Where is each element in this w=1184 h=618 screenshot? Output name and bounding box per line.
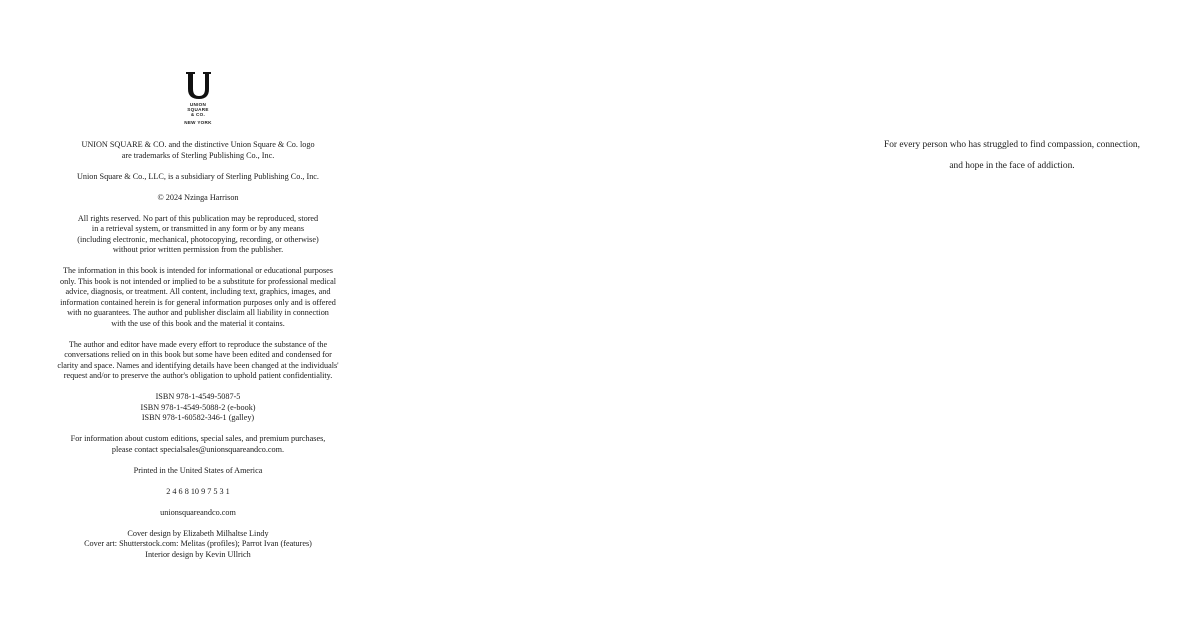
trademark-notice: UNION SQUARE & CO. and the distinctive Union Square & Co. logo are trademarks of Sterling Publishing Co., Inc. <box>81 140 315 160</box>
website: unionsquareandco.com <box>160 507 236 517</box>
dedication <box>840 140 1184 181</box>
copyright-line: © 2024 Nzinga Harrison <box>157 192 239 202</box>
dedication-line-1: For every person who has struggled to find compassion, connection, <box>884 140 1140 150</box>
printing-line: 2 4 6 8 10 9 7 5 3 1 <box>166 486 230 496</box>
logo-name: UNION SQUARE & CO. <box>187 102 209 117</box>
logo-city: NEW YORK <box>184 120 212 125</box>
publisher-logo <box>174 70 222 125</box>
copyright-page <box>0 0 400 618</box>
rights-notice: All rights reserved. No part of this publication may be reproduced, stored in a retrieval system, or transmitted in any form or by any means (including electronic, mechanical, photocopying, recording, or otherwise) without prior written permission from the publisher. <box>77 213 319 254</box>
subsidiary-notice: Union Square & Co., LLC, is a subsidiary of Sterling Publishing Co., Inc. <box>77 171 319 181</box>
dedication-page <box>400 0 1140 618</box>
u-logo-icon <box>183 70 213 100</box>
isbn-list: ISBN 978-1-4549-5087-5 ISBN 978-1-4549-5088-2 (e-book) ISBN 978-1-60582-346-1 (galley) <box>140 392 256 422</box>
disclaimer: The information in this book is intended for informational or educational purposes only. This book is not intended or implied to be a substitute for professional medical advice, diagnosis, or treatment. All content, including text, graphics, images, and information contained herein is for general information purposes only and is offered with no guarantees. The author and publisher disclaim all liability in connection with the use of this book and the material it contains. <box>59 266 337 328</box>
copyright-text <box>40 140 356 571</box>
editorial-note: The author and editor have made every effort to reproduce the substance of the conversations relied on in this book but some have been edited and condensed for clarity and space. Names and identifying details have been changed at the individuals' request and/or to preserve the author's obligation to uphold patient confidentiality. <box>57 339 339 380</box>
design-credits: Cover design by Elizabeth Milhaltse Lindy Cover art: Shutterstock.com: Melitas (profiles); Parrot Ivan (features) Interior design by Kevin Ullrich <box>84 528 312 559</box>
printed-in: Printed in the United States of America <box>133 465 263 475</box>
special-sales: For information about custom editions, special sales, and premium purchases, please contact specialsales@unionsquareandco.com. <box>70 434 326 454</box>
dedication-line-2: and hope in the face of addiction. <box>949 160 1075 171</box>
